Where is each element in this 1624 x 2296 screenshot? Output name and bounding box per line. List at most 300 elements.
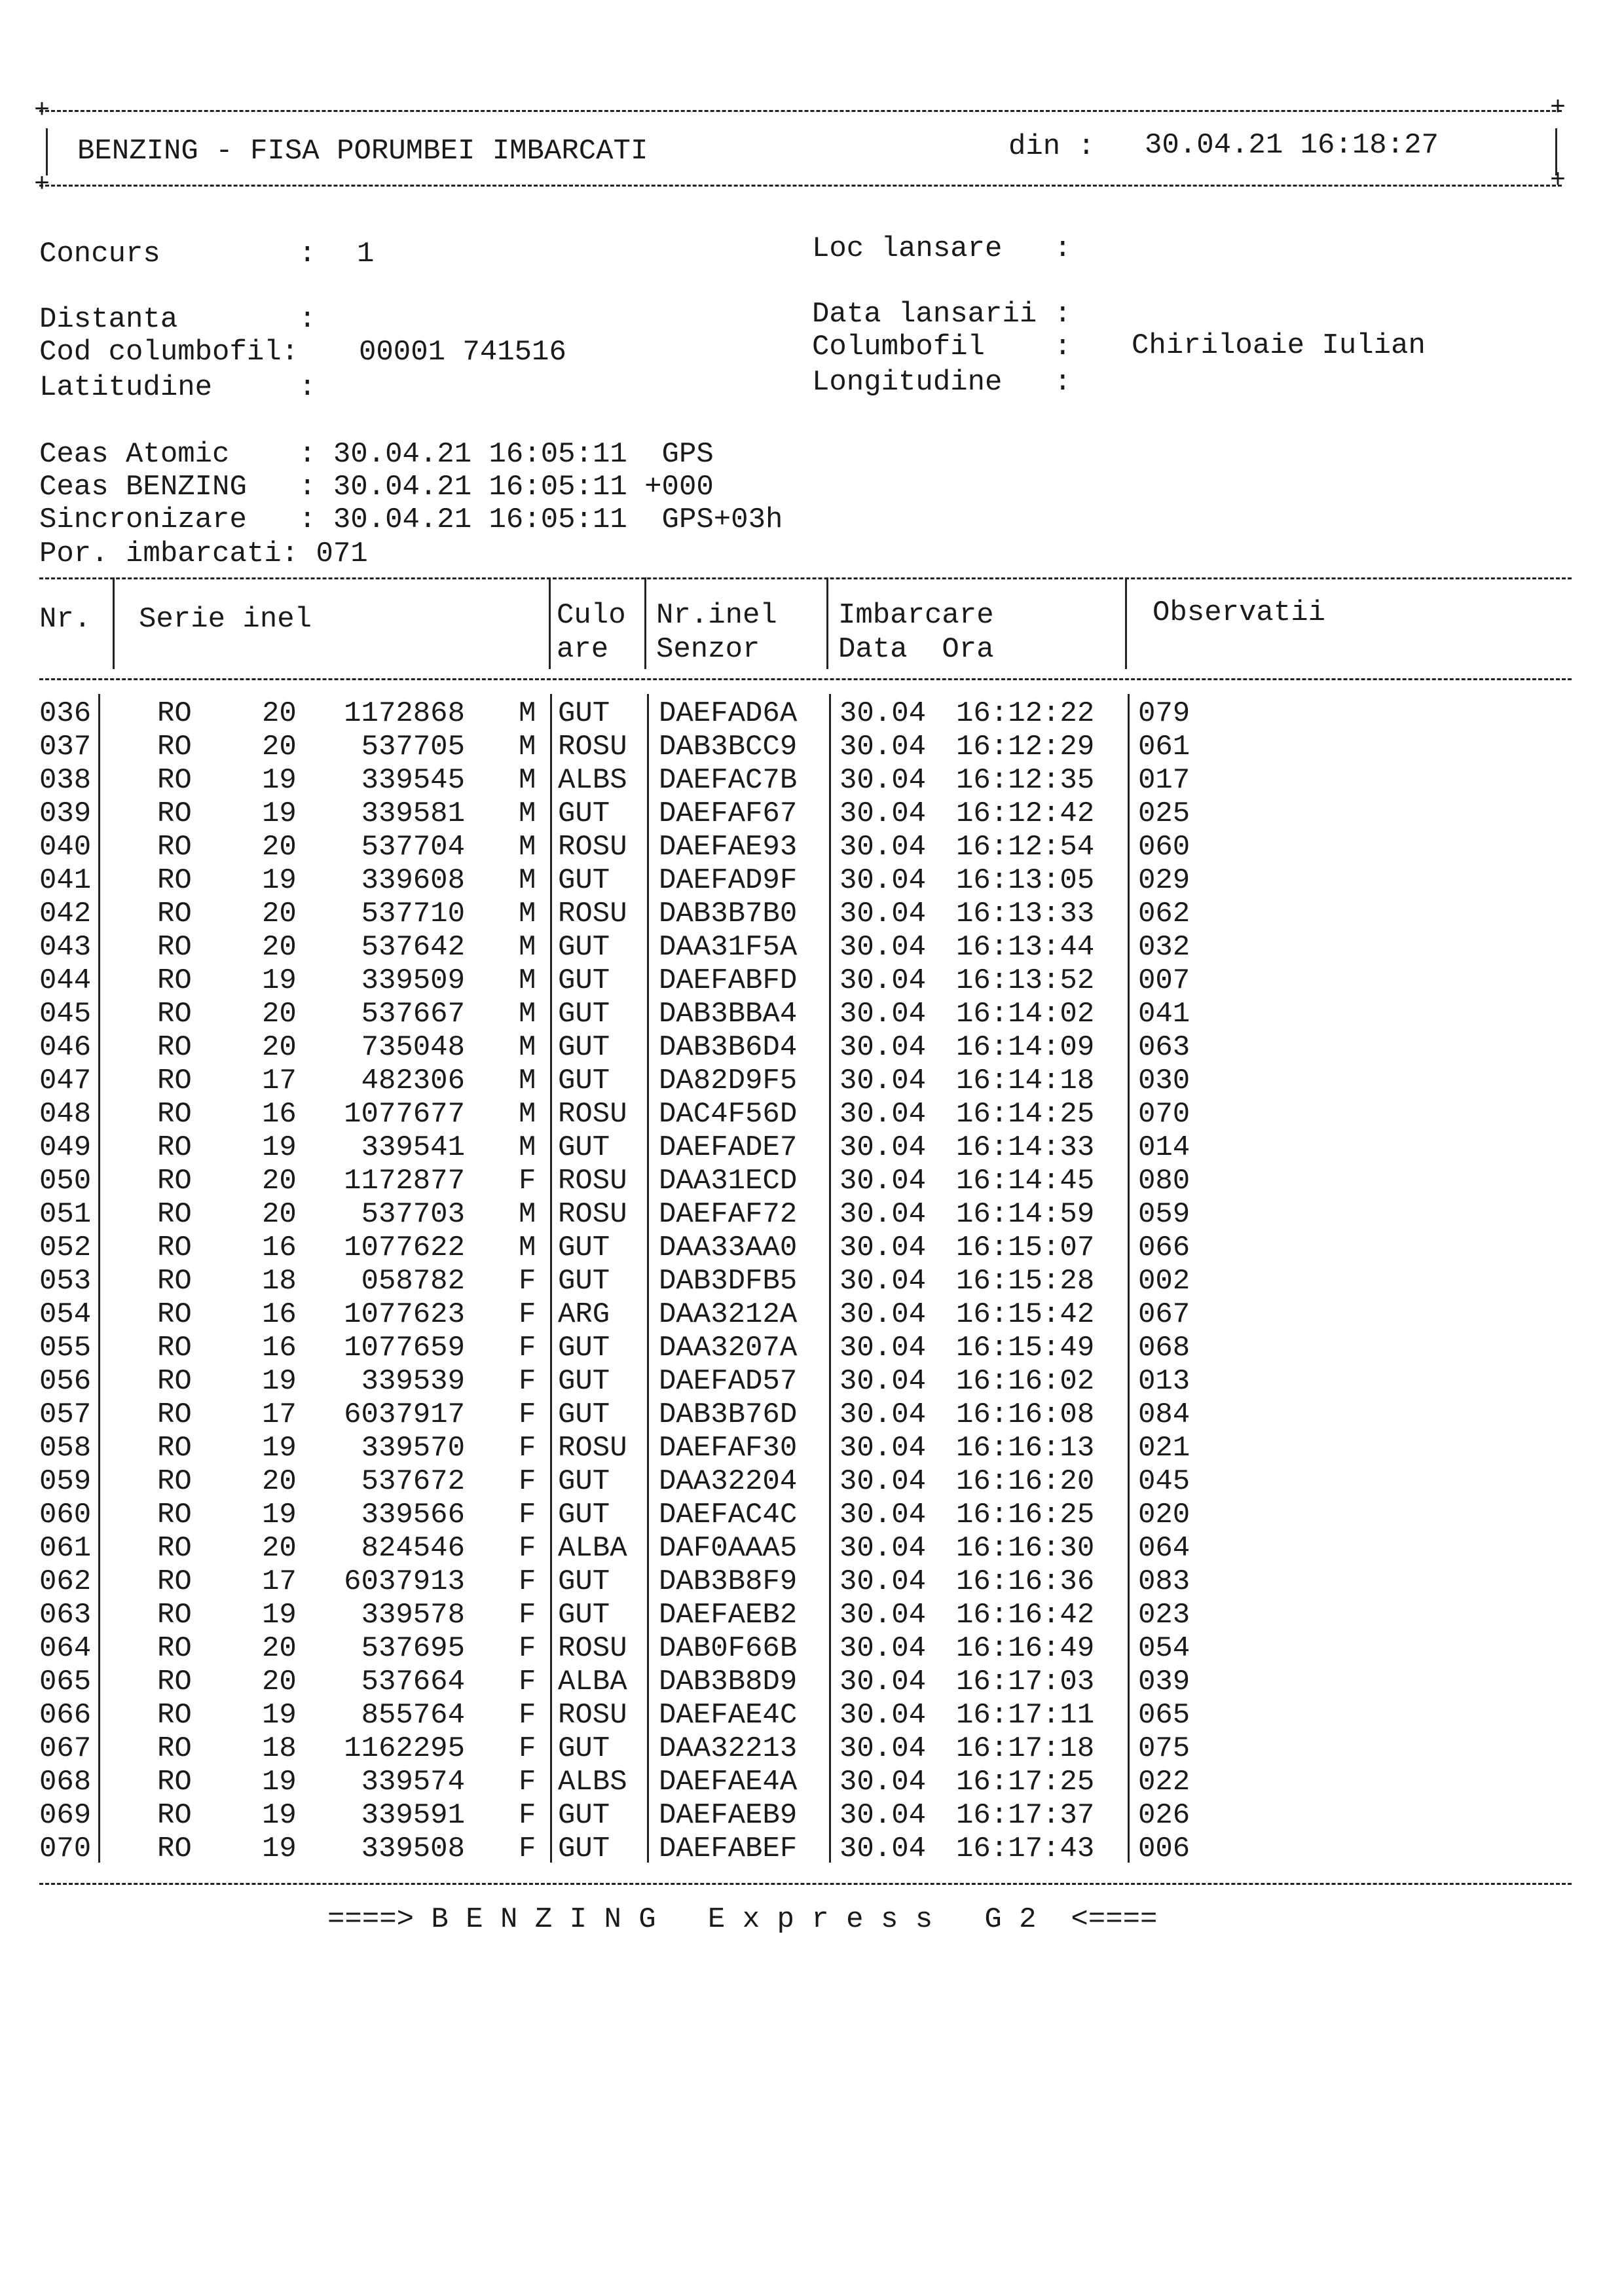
col-divider [1128, 961, 1130, 994]
col-divider [647, 1462, 649, 1495]
cell-nr: 037 [39, 731, 92, 763]
distanta-label: Distanta : [39, 303, 316, 336]
cell-sex: M [519, 797, 536, 830]
footer-banner: ====> B E N Z I N G E x p r e s s G 2 <==== [327, 1903, 1158, 1936]
cell-tim: 16:12:29 [956, 731, 1095, 763]
cell-yr: 20 [262, 931, 297, 964]
col-divider [647, 1195, 649, 1228]
col-divider [1128, 1595, 1130, 1629]
cell-sex: F [519, 1599, 536, 1631]
report-date-value: 30.04.21 16:18:27 [1145, 129, 1439, 162]
col-divider [98, 727, 100, 761]
cell-tim: 16:16:49 [956, 1632, 1095, 1665]
cell-dat: 30.04 [840, 1732, 927, 1765]
cell-tim: 16:17:11 [956, 1699, 1095, 1732]
col-divider [98, 1195, 100, 1228]
cell-obs: 061 [1138, 731, 1190, 763]
cell-col: GUT [558, 1732, 610, 1765]
col-divider [1128, 928, 1130, 961]
cell-sex: F [519, 1766, 536, 1798]
col-divider [550, 1128, 552, 1161]
cell-obs: 054 [1138, 1632, 1190, 1665]
cell-tim: 16:16:20 [956, 1465, 1095, 1498]
cell-dat: 30.04 [840, 1031, 927, 1064]
cell-obs: 064 [1138, 1532, 1190, 1565]
cell-nr: 055 [39, 1332, 92, 1364]
cell-yr: 16 [262, 1231, 297, 1264]
cell-dat: 30.04 [840, 1332, 927, 1364]
cell-nr: 042 [39, 898, 92, 930]
cell-yr: 19 [262, 797, 297, 830]
col-divider [829, 828, 831, 861]
cell-sex: M [519, 1198, 536, 1231]
table-row [0, 1161, 1624, 1195]
col-divider [550, 1729, 552, 1762]
cell-col: ALBS [558, 764, 627, 797]
cell-yr: 16 [262, 1332, 297, 1364]
cell-ring: 339541 [361, 1131, 465, 1164]
col-divider [829, 1762, 831, 1796]
col-divider [550, 1629, 552, 1662]
cell-sen: DAB3B8D9 [659, 1666, 798, 1698]
cell-ring: 058782 [361, 1265, 465, 1298]
col-divider [98, 894, 100, 928]
cell-col: ARG [558, 1298, 610, 1331]
header-culoare-2: are [557, 633, 609, 666]
col-divider [550, 761, 552, 794]
cell-ring: 855764 [361, 1699, 465, 1732]
col-divider [647, 1061, 649, 1095]
cell-ring: 537710 [361, 898, 465, 930]
col-divider [550, 1429, 552, 1462]
table-row [0, 794, 1624, 828]
col-divider [647, 1328, 649, 1362]
cell-ring: 537642 [361, 931, 465, 964]
col-divider [647, 1128, 649, 1161]
cell-yr: 20 [262, 898, 297, 930]
col-divider [98, 1328, 100, 1362]
data-lansarii-label: Data lansarii : [812, 298, 1072, 331]
table-row [0, 1228, 1624, 1262]
col-divider [829, 761, 831, 794]
cell-nr: 065 [39, 1666, 92, 1698]
col-divider [1128, 1228, 1130, 1262]
col-divider [647, 894, 649, 928]
cell-nr: 048 [39, 1098, 92, 1131]
cell-tim: 16:12:54 [956, 831, 1095, 864]
cell-ring: 482306 [361, 1065, 465, 1097]
cell-sen: DAA33AA0 [659, 1231, 798, 1264]
cell-dat: 30.04 [840, 1365, 927, 1398]
col-divider [1128, 994, 1130, 1028]
cell-obs: 022 [1138, 1766, 1190, 1798]
cell-sen: DAEFAD57 [659, 1365, 798, 1398]
header-box-top-rule [39, 110, 1562, 112]
cell-obs: 002 [1138, 1265, 1190, 1298]
cell-ring: 537667 [361, 998, 465, 1030]
col-divider [829, 1228, 831, 1262]
cell-sen: DAEFAD6A [659, 697, 798, 730]
col-divider [550, 894, 552, 928]
cell-ring: 339539 [361, 1365, 465, 1398]
cell-tim: 16:14:33 [956, 1131, 1095, 1164]
col-divider [98, 761, 100, 794]
cell-ring: 537672 [361, 1465, 465, 1498]
cell-sex: F [519, 1666, 536, 1698]
cell-yr: 19 [262, 1832, 297, 1865]
col-divider [550, 828, 552, 861]
col-divider [829, 1595, 831, 1629]
cell-dat: 30.04 [840, 1065, 927, 1097]
cell-ctry: RO [157, 797, 192, 830]
cell-sen: DAEFAD9F [659, 864, 798, 897]
col-divider [1128, 761, 1130, 794]
corner-plus: + [34, 170, 50, 200]
cell-yr: 19 [262, 1499, 297, 1531]
table-row [0, 1829, 1624, 1863]
cell-tim: 16:14:25 [956, 1098, 1095, 1131]
cell-ring: 339570 [361, 1432, 465, 1465]
columbofil-value: Chiriloaie Iulian [1132, 329, 1426, 362]
col-divider [98, 1061, 100, 1095]
cell-col: GUT [558, 1398, 610, 1431]
col-divider [1128, 727, 1130, 761]
cell-sex: M [519, 1131, 536, 1164]
col-divider [1128, 1362, 1130, 1395]
cell-tim: 16:17:18 [956, 1732, 1095, 1765]
col-divider [647, 1829, 649, 1863]
cell-col: GUT [558, 964, 610, 997]
cell-ring: 339578 [361, 1599, 465, 1631]
header-culoare-1: Culo [557, 599, 626, 632]
col-divider [98, 794, 100, 828]
cell-obs: 063 [1138, 1031, 1190, 1064]
cell-ring: 339608 [361, 864, 465, 897]
cod-columbofil-value: 00001 741516 [359, 336, 566, 369]
col-divider [98, 1228, 100, 1262]
col-divider [647, 761, 649, 794]
col-divider [98, 1729, 100, 1762]
cell-sen: DAC4F56D [659, 1098, 798, 1131]
cell-obs: 084 [1138, 1398, 1190, 1431]
cell-sen: DAEFAF67 [659, 797, 798, 830]
cell-sex: M [519, 731, 536, 763]
cell-dat: 30.04 [840, 1799, 927, 1832]
col-divider [647, 1395, 649, 1429]
col-divider [1128, 894, 1130, 928]
cell-ctry: RO [157, 1398, 192, 1431]
cell-ring: 537695 [361, 1632, 465, 1665]
cell-dat: 30.04 [840, 1298, 927, 1331]
cell-sen: DAB3B76D [659, 1398, 798, 1431]
cell-dat: 30.04 [840, 1465, 927, 1498]
cell-dat: 30.04 [840, 1098, 927, 1131]
cell-ring: 1077659 [344, 1332, 465, 1364]
col-divider [550, 794, 552, 828]
cell-sen: DAEFABEF [659, 1832, 798, 1865]
cell-ring: 339508 [361, 1832, 465, 1865]
table-row [0, 1729, 1624, 1765]
col-divider [98, 1128, 100, 1161]
col-divider [829, 1562, 831, 1595]
cell-sen: DAEFAC4C [659, 1499, 798, 1531]
col-divider [1128, 1762, 1130, 1796]
cell-ctry: RO [157, 1465, 192, 1498]
cell-sex: F [519, 1365, 536, 1398]
col-divider [1128, 1195, 1130, 1228]
cell-col: GUT [558, 1599, 610, 1631]
cell-yr: 20 [262, 697, 297, 730]
cell-yr: 20 [262, 998, 297, 1030]
col-divider [647, 1095, 649, 1128]
cell-ctry: RO [157, 1766, 192, 1798]
col-divider [98, 1696, 100, 1729]
cell-sen: DAEFAF30 [659, 1432, 798, 1465]
col-divider [829, 894, 831, 928]
cell-obs: 021 [1138, 1432, 1190, 1465]
cell-tim: 16:16:25 [956, 1499, 1095, 1531]
cell-ring: 537704 [361, 831, 465, 864]
cell-sex: F [519, 1632, 536, 1665]
col-divider [647, 1228, 649, 1262]
cell-ctry: RO [157, 1565, 192, 1598]
cell-sen: DAA32204 [659, 1465, 798, 1498]
cell-sen: DAEFAEB9 [659, 1799, 798, 1832]
col-divider [1128, 1529, 1130, 1562]
cell-tim: 16:14:45 [956, 1165, 1095, 1197]
cell-ring: 6037913 [344, 1565, 465, 1598]
cell-sen: DAB3BBA4 [659, 998, 798, 1030]
col-divider [550, 961, 552, 994]
cell-obs: 065 [1138, 1699, 1190, 1732]
col-divider [1128, 861, 1130, 894]
col-divider [98, 961, 100, 994]
cell-sex: M [519, 1065, 536, 1097]
col-divider [644, 577, 646, 669]
cell-ring: 1077622 [344, 1231, 465, 1264]
col-divider [550, 1061, 552, 1095]
cell-ctry: RO [157, 1432, 192, 1465]
cell-obs: 062 [1138, 898, 1190, 930]
col-divider [829, 694, 831, 727]
col-divider [1128, 1295, 1130, 1328]
cell-ctry: RO [157, 1332, 192, 1364]
cell-ctry: RO [157, 731, 192, 763]
col-divider [829, 1028, 831, 1061]
cell-obs: 079 [1138, 697, 1190, 730]
table-row [0, 1295, 1624, 1331]
col-divider [829, 1629, 831, 1662]
cell-ctry: RO [157, 1832, 192, 1865]
cell-nr: 059 [39, 1465, 92, 1498]
col-divider [647, 961, 649, 994]
table-row [0, 1095, 1624, 1131]
col-divider [98, 1529, 100, 1562]
header-imbarcare-1: Imbarcare [838, 599, 994, 632]
cell-col: GUT [558, 864, 610, 897]
col-divider [1128, 1395, 1130, 1429]
cell-yr: 18 [262, 1732, 297, 1765]
cell-nr: 036 [39, 697, 92, 730]
cell-dat: 30.04 [840, 1832, 927, 1865]
table-row [0, 1028, 1624, 1064]
cell-obs: 025 [1138, 797, 1190, 830]
cell-tim: 16:17:37 [956, 1799, 1095, 1832]
col-divider [1128, 1562, 1130, 1595]
col-divider [647, 794, 649, 828]
col-divider [98, 1429, 100, 1462]
col-divider [98, 1028, 100, 1061]
cell-ctry: RO [157, 1031, 192, 1064]
cell-ring: 1172868 [344, 697, 465, 730]
cell-sen: DAEFAEB2 [659, 1599, 798, 1631]
cell-ring: 339566 [361, 1499, 465, 1531]
longitudine-label: Longitudine : [812, 366, 1072, 399]
cell-ring: 339509 [361, 964, 465, 997]
table-row [0, 1595, 1624, 1629]
cell-tim: 16:17:03 [956, 1666, 1095, 1698]
sincronizare-line: Sincronizare : 30.04.21 16:05:11 GPS+03h [39, 503, 783, 536]
cell-col: GUT [558, 797, 610, 830]
cell-nr: 051 [39, 1198, 92, 1231]
cell-col: GUT [558, 1031, 610, 1064]
cell-nr: 056 [39, 1365, 92, 1398]
cell-ctry: RO [157, 1165, 192, 1197]
table-row [0, 1796, 1624, 1832]
col-divider [550, 1328, 552, 1362]
header-nr-inel-2: Senzor [656, 633, 760, 666]
cell-tim: 16:13:05 [956, 864, 1095, 897]
col-divider [113, 577, 115, 669]
cell-col: GUT [558, 1231, 610, 1264]
cell-nr: 043 [39, 931, 92, 964]
cell-ring: 735048 [361, 1031, 465, 1064]
table-row [0, 1395, 1624, 1429]
cell-nr: 066 [39, 1699, 92, 1732]
cell-sex: F [519, 1732, 536, 1765]
cell-nr: 057 [39, 1398, 92, 1431]
cell-sen: DAEFABFD [659, 964, 798, 997]
cell-yr: 19 [262, 1365, 297, 1398]
col-divider [1128, 1662, 1130, 1696]
cell-tim: 16:16:08 [956, 1398, 1095, 1431]
cell-dat: 30.04 [840, 764, 927, 797]
col-divider [829, 1128, 831, 1161]
table-header-rule [39, 678, 1572, 680]
col-divider [829, 1462, 831, 1495]
cell-nr: 038 [39, 764, 92, 797]
cell-obs: 013 [1138, 1365, 1190, 1398]
cell-col: GUT [558, 1365, 610, 1398]
cell-tim: 16:16:42 [956, 1599, 1095, 1631]
table-bottom-rule [39, 1883, 1572, 1885]
cell-col: GUT [558, 998, 610, 1030]
cell-sex: F [519, 1832, 536, 1865]
col-divider [1128, 1429, 1130, 1462]
cell-obs: 075 [1138, 1732, 1190, 1765]
col-divider [550, 1662, 552, 1696]
cell-obs: 070 [1138, 1098, 1190, 1131]
corner-plus: + [34, 96, 50, 126]
col-divider [550, 1095, 552, 1128]
cell-yr: 20 [262, 1465, 297, 1498]
col-divider [829, 1328, 831, 1362]
cell-obs: 068 [1138, 1332, 1190, 1364]
col-divider [550, 1462, 552, 1495]
table-row [0, 1462, 1624, 1498]
col-divider [829, 1262, 831, 1295]
cell-ctry: RO [157, 764, 192, 797]
cod-columbofil-label: Cod columbofil: [39, 336, 299, 369]
col-divider [829, 1729, 831, 1762]
cell-obs: 017 [1138, 764, 1190, 797]
col-divider [1128, 1262, 1130, 1295]
cell-yr: 20 [262, 1165, 297, 1197]
cell-ctry: RO [157, 1098, 192, 1131]
cell-ring: 824546 [361, 1532, 465, 1565]
cell-sex: M [519, 697, 536, 730]
cell-dat: 30.04 [840, 864, 927, 897]
cell-col: GUT [558, 1332, 610, 1364]
col-divider [647, 727, 649, 761]
col-divider [647, 1262, 649, 1295]
cell-nr: 067 [39, 1732, 92, 1765]
col-divider [647, 1495, 649, 1529]
table-row [0, 928, 1624, 964]
col-divider [550, 861, 552, 894]
col-divider [98, 1762, 100, 1796]
table-row [0, 1429, 1624, 1465]
cell-obs: 032 [1138, 931, 1190, 964]
header-serie-inel: Serie inel [139, 603, 312, 636]
cell-sen: DAA32213 [659, 1732, 798, 1765]
cell-dat: 30.04 [840, 1198, 927, 1231]
cell-ring: 1162295 [344, 1732, 465, 1765]
cell-dat: 30.04 [840, 1632, 927, 1665]
cell-sex: F [519, 1499, 536, 1531]
col-divider [550, 1362, 552, 1395]
col-divider [829, 1061, 831, 1095]
cell-ring: 537664 [361, 1666, 465, 1698]
cell-sen: DAB3B7B0 [659, 898, 798, 930]
col-divider [1128, 1729, 1130, 1762]
col-divider [647, 861, 649, 894]
cell-yr: 17 [262, 1398, 297, 1431]
cell-yr: 16 [262, 1298, 297, 1331]
cell-tim: 16:15:07 [956, 1231, 1095, 1264]
col-divider [550, 694, 552, 727]
cell-tim: 16:16:13 [956, 1432, 1095, 1465]
cell-dat: 30.04 [840, 731, 927, 763]
concurs-value: 1 [357, 238, 375, 270]
report-date-label: din : [1008, 130, 1096, 163]
cell-tim: 16:12:42 [956, 797, 1095, 830]
cell-nr: 058 [39, 1432, 92, 1465]
cell-nr: 039 [39, 797, 92, 830]
cell-nr: 064 [39, 1632, 92, 1665]
cell-tim: 16:16:36 [956, 1565, 1095, 1598]
cell-dat: 30.04 [840, 1666, 927, 1698]
cell-tim: 16:14:59 [956, 1198, 1095, 1231]
ceas-atomic-line: Ceas Atomic : 30.04.21 16:05:11 GPS [39, 438, 714, 471]
col-divider [550, 1395, 552, 1429]
col-divider [647, 1429, 649, 1462]
concurs-label: Concurs : [39, 238, 316, 270]
cell-tim: 16:12:22 [956, 697, 1095, 730]
cell-nr: 044 [39, 964, 92, 997]
col-divider [98, 1829, 100, 1863]
cell-tim: 16:16:30 [956, 1532, 1095, 1565]
